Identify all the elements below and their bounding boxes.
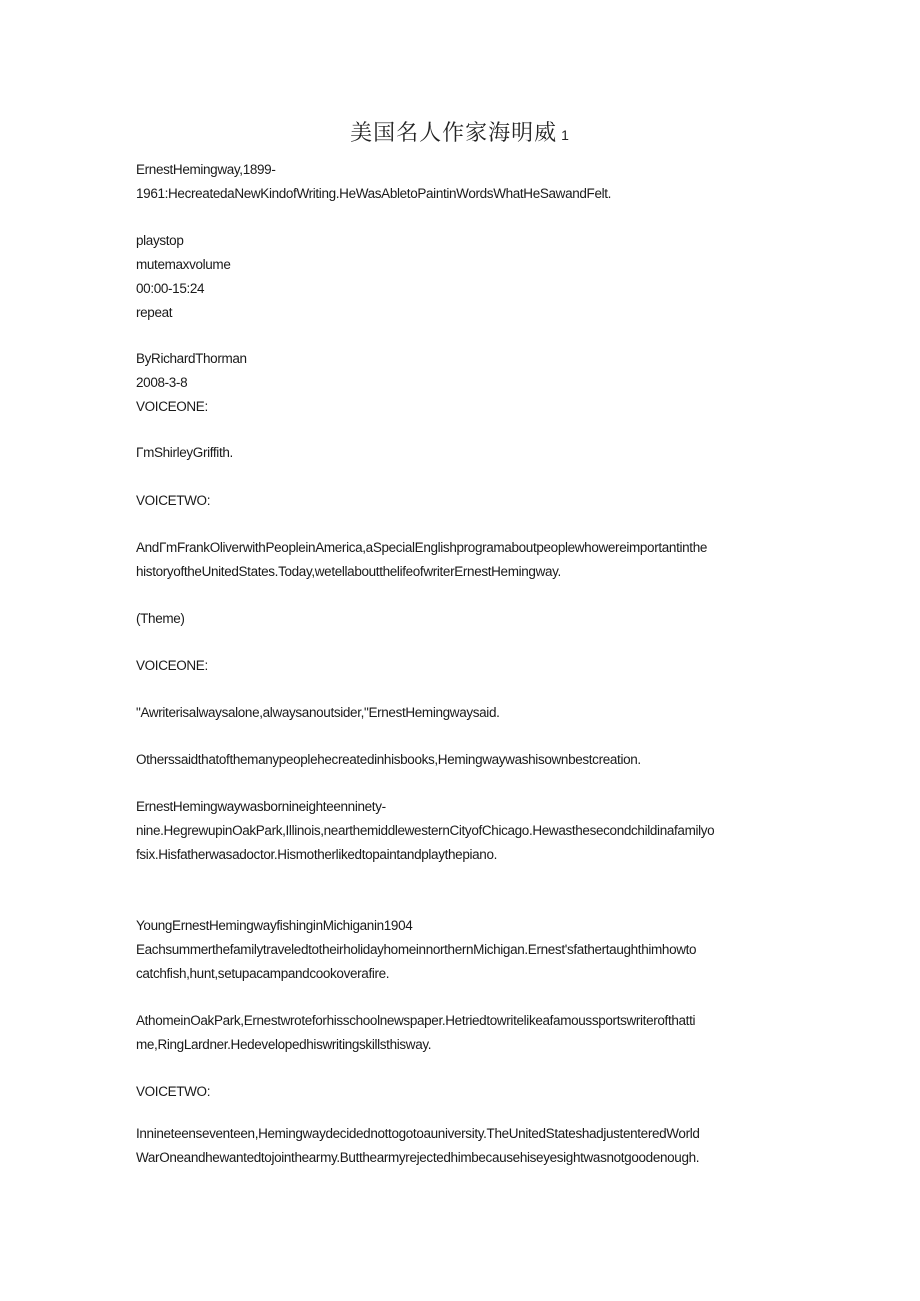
text-line-voice-one-1: VOICEONE: (136, 399, 208, 414)
text-line-voice-one-2: VOICEONE: (136, 658, 208, 673)
text-line-voice-two-2: VOICETWO: (136, 1084, 211, 1099)
text-line-theme: (Theme) (136, 611, 185, 626)
text-line-p-5b: nine.HegrewupinOakPark,Illinois,nearthemiddlewesternCityofChicago.Hewasthesecondchildinafamilyo (136, 823, 715, 838)
text-line-p-4: Otherssaidthatofthemanypeoplehecreatedinhisbooks,Hemingwaywashisownbestcreation. (136, 752, 641, 767)
text-line-player-time: 00:00-15:24 (136, 281, 205, 296)
text-line-p-6a: EachsummerthefamilytraveledtotheirholidayhomeinnorthernMichigan.Ernest'sfathertaughthimhowto (136, 942, 697, 957)
text-line-caption: YoungErnestHemingwayfishinginMichiganin1904 (136, 918, 413, 933)
text-line-intro-2: 1961:HecreatedaNewKindofWriting.HeWasAbletoPaintinWordsWhatHeSawandFelt. (136, 186, 612, 201)
text-line-p-6b: catchfish,hunt,setupacampandcookoverafire. (136, 966, 390, 981)
text-line-player-playstop: playstop (136, 233, 184, 248)
text-line-byline: ByRichardThorman (136, 351, 247, 366)
text-line-p-7b: me,RingLardner.Hedevelopedhiswritingskillsthisway. (136, 1037, 432, 1052)
title-text: 美国名人作家海明威 (350, 121, 558, 146)
text-line-voice-two-1: VOICETWO: (136, 493, 211, 508)
text-line-p-2b: historyoftheUnitedStates.Today,wetellaboutthelifeofwriterErnestHemingway. (136, 564, 561, 579)
title-number: 1 (561, 127, 570, 143)
text-line-p-2a: AndΓmFrankOliverwithPeopleinAmerica,aSpecialEnglishprogramaboutpeoplewhowereimportantinthe (136, 540, 708, 555)
text-line-p-3: "Awriterisalwaysalone,alwaysanoutsider,"ErnestHemingwaysaid. (136, 705, 500, 720)
text-line-p-8b: WarOneandhewantedtojointhearmy.Butthearmyrejectedhimbecausehiseyesightwasnotgoodenough. (136, 1150, 700, 1165)
text-line-date: 2008-3-8 (136, 375, 188, 390)
text-line-p-5a: ErnestHemingwaywasbornineighteenninety- (136, 799, 386, 814)
text-line-p-7a: AthomeinOakPark,Ernestwroteforhisschoolnewspaper.Hetriedtowritelikeafamoussportswriterofthatti (136, 1013, 696, 1028)
text-line-p-5c: fsix.Hisfatherwasadoctor.Hismotherlikedtopaintandplaythepiano. (136, 847, 498, 862)
text-line-player-repeat: repeat (136, 305, 173, 320)
page-title (0, 116, 920, 147)
text-line-player-volume: mutemaxvolume (136, 257, 231, 272)
text-line-intro-1: ErnestHemingway,1899- (136, 162, 276, 177)
text-line-p-8a: Innineteenseventeen,Hemingwaydecidednottogotoauniversity.TheUnitedStateshadjustenteredWorld (136, 1126, 700, 1141)
text-line-p-1: ΓmShirleyGriffith. (136, 445, 233, 460)
